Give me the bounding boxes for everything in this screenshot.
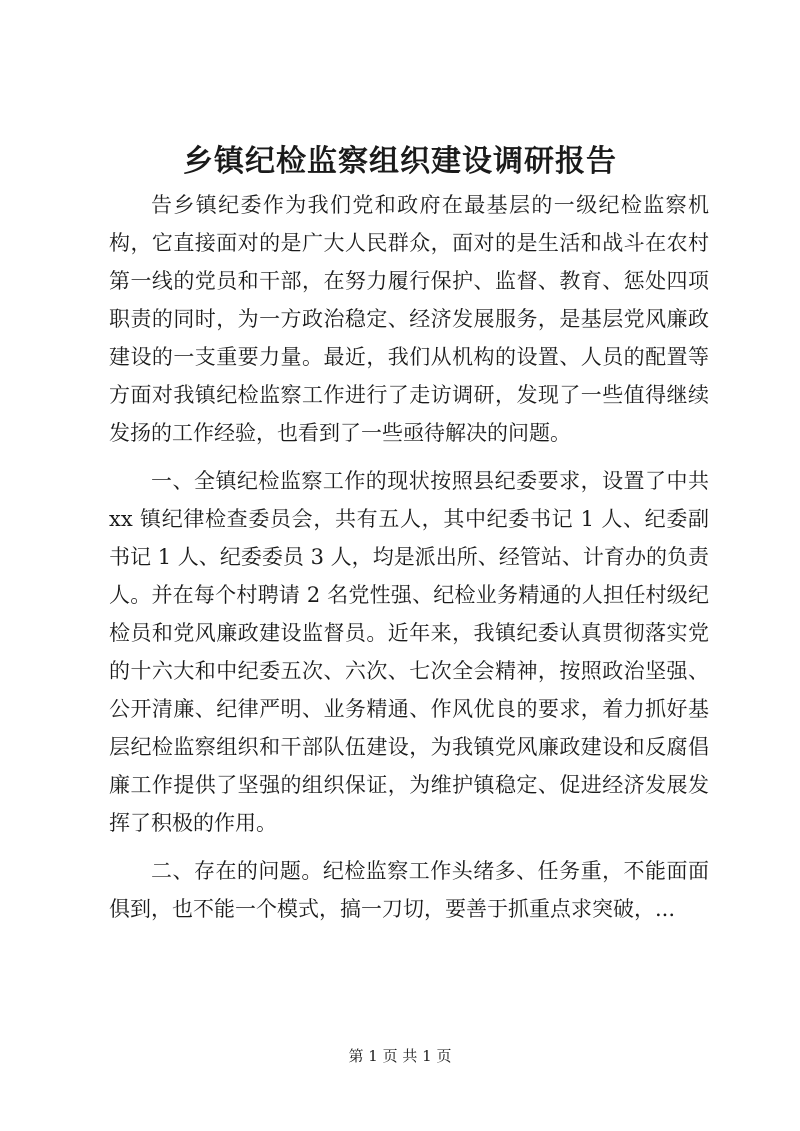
paragraph-line: 公开清廉、纪律严明、业务精通、作风优良的要求，着力抓好基 bbox=[109, 697, 709, 721]
paragraph-line: 俱到，也不能一个模式，搞一刀切，要善于抓重点求突破，... bbox=[109, 897, 676, 921]
paragraph-line: 第一线的党员和干部，在努力履行保护、监督、教育、惩处四项 bbox=[109, 269, 709, 293]
paragraph-line: 的十六大和中纪委五次、六次、七次全会精神，按照政治坚强、 bbox=[109, 659, 709, 683]
paragraph-line: 检员和党风廉政建设监督员。近年来，我镇纪委认真贯彻落实党 bbox=[109, 621, 709, 645]
page-footer: 第 1 页 共 1 页 bbox=[348, 1047, 452, 1065]
paragraph-line: 一、全镇纪检监察工作的现状按照县纪委要求，设置了中共 bbox=[151, 469, 709, 493]
paragraph-line: 构，它直接面对的是广大人民群众，面对的是生活和战斗在农村 bbox=[109, 231, 709, 255]
document-title: 乡镇纪检监察组织建设调研报告 bbox=[183, 144, 617, 179]
paragraph-line: 发扬的工作经验，也看到了一些亟待解决的问题。 bbox=[109, 421, 571, 445]
paragraph-line: 建设的一支重要力量。最近，我们从机构的设置、人员的配置等 bbox=[109, 345, 709, 369]
paragraph-line: 职责的同时，为一方政治稳定、经济发展服务，是基层党风廉政 bbox=[109, 307, 709, 331]
paragraph-line: 挥了积极的作用。 bbox=[109, 811, 277, 835]
paragraph-line: 人。并在每个村聘请 2 名党性强、纪检业务精通的人担任村级纪 bbox=[109, 583, 709, 607]
paragraph-line: 告乡镇纪委作为我们党和政府在最基层的一级纪检监察机 bbox=[151, 193, 709, 217]
paragraph-line: 二、存在的问题。纪检监察工作头绪多、任务重，不能面面 bbox=[151, 859, 709, 883]
paragraph-line: 廉工作提供了坚强的组织保证，为维护镇稳定、促进经济发展发 bbox=[109, 773, 709, 797]
paragraph-line: xx 镇纪律检查委员会，共有五人，其中纪委书记 1 人、纪委副 bbox=[109, 507, 709, 531]
paragraph-line: 书记 1 人、纪委委员 3 人，均是派出所、经管站、计育办的负责 bbox=[109, 545, 709, 569]
paragraph-line: 层纪检监察组织和干部队伍建设，为我镇党风廉政建设和反腐倡 bbox=[109, 735, 709, 759]
paragraph-line: 方面对我镇纪检监察工作进行了走访调研，发现了一些值得继续 bbox=[109, 383, 709, 407]
